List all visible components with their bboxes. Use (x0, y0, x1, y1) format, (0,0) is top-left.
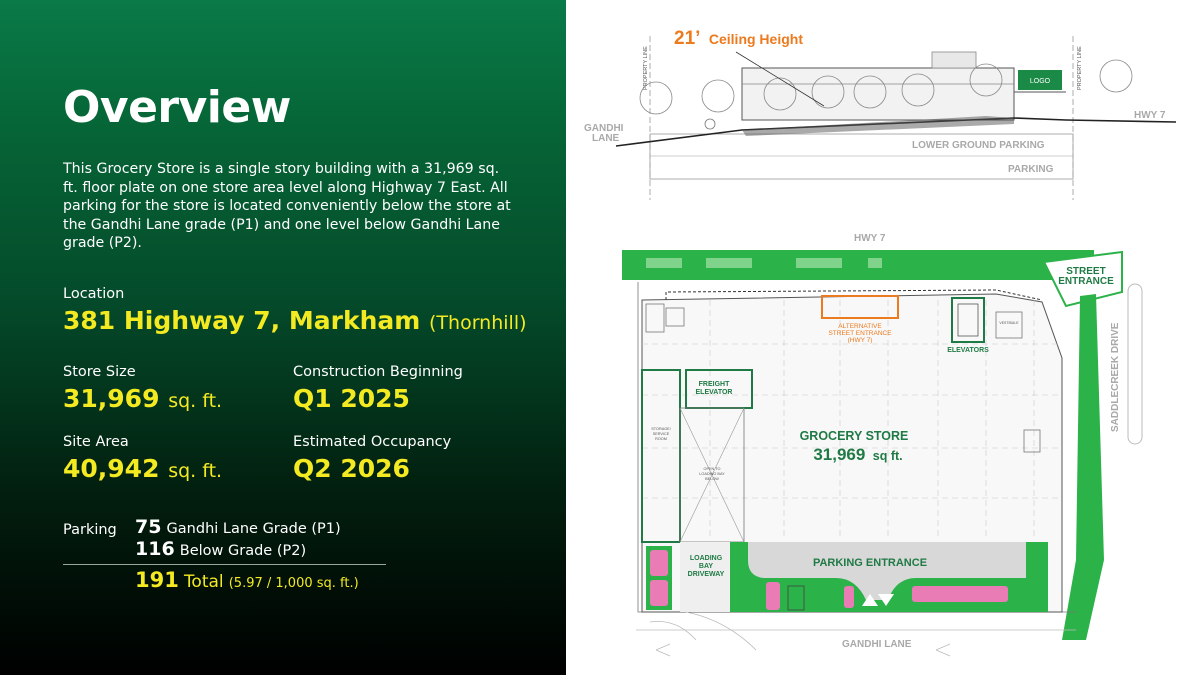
construction-value: Q1 2025 (293, 384, 410, 413)
hwy7-elevation-label: HWY 7 (1134, 110, 1166, 121)
storage-label-1: STORAGE/ (651, 427, 671, 431)
property-line-label-right: PROPERTY LINE (1077, 46, 1083, 90)
parking-p2-text: Below Grade (P2) (179, 543, 307, 559)
gandhi-lane-label-2: LANE (592, 133, 620, 144)
parking-p1-text: Gandhi Lane Grade (P1) (166, 521, 341, 537)
parking-elevation-label: PARKING (1008, 164, 1054, 175)
grocery-size-unit: sq ft. (872, 449, 903, 463)
planting-bed (912, 586, 1008, 602)
property-line-label-left: PROPERTY LINE (643, 46, 649, 90)
location-value (63, 306, 527, 335)
location-label: Location (63, 286, 125, 302)
parking-divider (63, 564, 386, 565)
drawings-panel (566, 0, 1200, 675)
location-address: 381 Highway 7, Markham (63, 306, 421, 335)
parking-total-label: Total (183, 572, 224, 592)
tree (1100, 60, 1132, 92)
page-title: Overview (63, 82, 291, 133)
storage-label-2: SERVICE (652, 432, 670, 436)
ceiling-callout (674, 28, 803, 49)
logo-text: LOGO (1029, 78, 1051, 85)
alt-entrance-label-3: (HWY 7) (847, 337, 873, 344)
site-area-label: Site Area (63, 434, 129, 450)
building-elevation (742, 68, 1014, 120)
parking-row-p2 (135, 538, 306, 560)
alt-entrance-label-1: ALTERNATIVE (838, 323, 882, 330)
loading-bay-label-1: LOADING (689, 555, 723, 562)
hwy7-plan-label: HWY 7 (854, 233, 886, 244)
parking-p1-count: 75 (135, 516, 162, 538)
gandhi-lane-label-1: GANDHI (584, 123, 624, 134)
parking-total (135, 568, 359, 592)
alt-entrance-label-2: STREET ENTRANCE (828, 330, 892, 337)
planter (646, 258, 682, 268)
architectural-drawings (566, 0, 1200, 675)
east-landscape-strip (1062, 294, 1104, 640)
lower-ground-parking-label: LOWER GROUND PARKING (912, 140, 1045, 151)
street-entrance-label-2: ENTRANCE (1058, 276, 1114, 287)
freight-elevator-label-2: ELEVATOR (695, 389, 733, 396)
parking-total-ratio: (5.97 / 1,000 sq. ft.) (228, 576, 359, 591)
store-size-label: Store Size (63, 364, 136, 380)
site-plan (622, 233, 1142, 656)
occupancy-value: Q2 2026 (293, 454, 410, 483)
store-size-number: 31,969 (63, 384, 160, 413)
open-loading-label-2: LOADING BAY (699, 472, 725, 476)
hwy7-landscape-strip (622, 250, 1094, 280)
site-area-value (63, 454, 222, 483)
open-loading-label-1: OPEN TO (703, 467, 721, 471)
parking-total-count: 191 (135, 568, 179, 592)
ceiling-height-value: 21’ (674, 28, 701, 49)
planter (706, 258, 752, 268)
road-arrow (656, 644, 670, 656)
planting-bed (844, 586, 854, 608)
turning-path (650, 621, 696, 640)
store-size-unit: sq. ft. (168, 390, 223, 412)
tree (640, 82, 672, 114)
saddlecreek-label: SADDLECREEK DRIVE (1110, 322, 1121, 432)
planter (868, 258, 882, 268)
rooftop-unit (932, 52, 976, 68)
planting-bed (766, 582, 780, 610)
site-area-unit: sq. ft. (168, 460, 223, 482)
occupancy-label: Estimated Occupancy (293, 434, 452, 450)
saddlecreek-median (1128, 284, 1142, 444)
parking-p2-count: 116 (135, 538, 175, 560)
loading-bay-label-2: BAY (698, 563, 714, 570)
street-entrance-label-1: STREET (1066, 266, 1106, 277)
parking-row-p1 (135, 516, 341, 538)
elevation-section (584, 28, 1176, 200)
ceiling-height-label: Ceiling Height (708, 31, 803, 47)
tree (702, 80, 734, 112)
planting-bed (650, 580, 668, 606)
parking-label: Parking (63, 522, 117, 538)
elevators-label: ELEVATORS (947, 347, 989, 354)
vestibule-label: VESTIBULE (999, 321, 1019, 325)
turning-path (686, 612, 756, 650)
open-loading-label-3: BELOW (705, 477, 719, 481)
road-arrow (936, 644, 950, 656)
grocery-store-label: GROCERY STORE (799, 429, 909, 443)
planter (796, 258, 842, 268)
planting-bed (650, 550, 668, 576)
construction-label: Construction Beginning (293, 364, 463, 380)
store-size-value (63, 384, 222, 413)
loading-bay-label-3: DRIVEWAY (687, 571, 725, 578)
storage-label-3: ROOM (655, 437, 667, 441)
section-marker (705, 119, 715, 129)
overview-panel (0, 0, 566, 675)
freight-elevator-label-1: FREIGHT (698, 381, 730, 388)
overview-description: This Grocery Store is a single story building with a 31,969 sq. ft. floor plate on one store area level along Highway 7 East. All parking for the store is located conveniently below the store at the Gandhi Lane grade (P1) and one level below Gandhi Lane grade (P2). (63, 161, 511, 251)
gandhi-lane-plan-label: GANDHI LANE (842, 639, 912, 650)
site-area-number: 40,942 (63, 454, 160, 483)
grocery-size-number: 31,969 (813, 445, 866, 464)
location-area: (Thornhill) (429, 312, 527, 334)
parking-entrance-label: PARKING ENTRANCE (812, 557, 928, 569)
